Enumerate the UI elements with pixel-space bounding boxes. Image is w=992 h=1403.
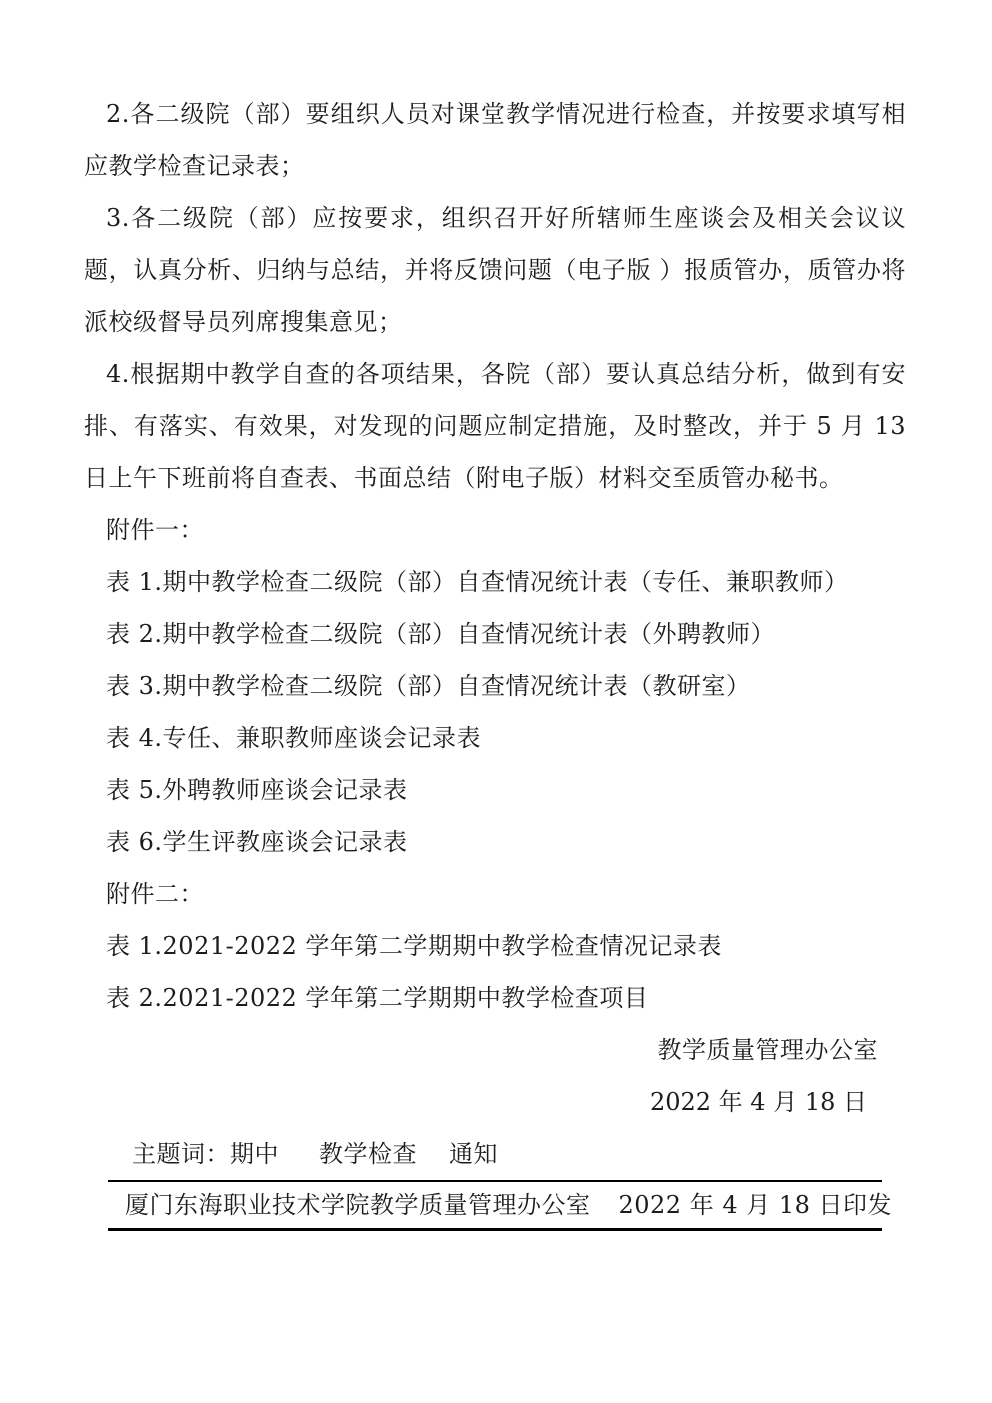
attachment1-table-6: 表 6.学生评教座谈会记录表 <box>106 828 408 856</box>
subject-keyword-notice: 通知 <box>449 1140 498 1168</box>
subject-keyword-midterm: 期中 <box>230 1140 279 1168</box>
subject-label: 主题词： <box>132 1140 230 1168</box>
attachment2-table-2: 表 2.2021-2022 学年第二学期期中教学检查项目 <box>106 984 649 1012</box>
attachment2-heading: 附件二： <box>106 880 204 908</box>
paragraph-item-4: 4.根据期中教学自查的各项结果，各院（部）要认真总结分析，做到有安排、有落实、有效果，对发现的问题应制定措施，及时整改，并于 5 月 13 日上午下班前将自查表、书面总结（附电子版）材料交至质管办秘书。 <box>84 360 906 492</box>
attachment1-table-5: 表 5.外聘教师座谈会记录表 <box>106 776 408 804</box>
footer-issue-date: 2022 年 4 月 18 日印发 <box>618 1191 893 1219</box>
paragraph-item-3: 3.各二级院（部）应按要求，组织召开好所辖师生座谈会及相关会议议题，认真分析、归纳与总结，并将反馈问题（电子版 ）报质管办，质管办将派校级督导员列席搜集意见； <box>84 204 906 336</box>
subject-keyword-teaching-check: 教学检查 <box>319 1140 417 1168</box>
subject-keywords-line <box>84 1128 906 1180</box>
signature-date: 2022 年 4 月 18 日 <box>649 1088 867 1116</box>
attachment1-table-3: 表 3.期中教学检查二级院（部）自查情况统计表（教研室） <box>106 672 751 700</box>
attachment1-heading: 附件一： <box>106 516 204 544</box>
footer-issuer: 厦门东海职业技术学院教学质量管理办公室 <box>125 1191 591 1219</box>
attachment1-table-2: 表 2.期中教学检查二级院（部）自查情况统计表（外聘教师） <box>106 620 776 648</box>
attachment2-table-1: 表 1.2021-2022 学年第二学期期中教学检查情况记录表 <box>106 932 722 960</box>
signature-organization: 教学质量管理办公室 <box>657 1036 878 1064</box>
attachment1-table-4: 表 4.专任、兼职教师座谈会记录表 <box>106 724 482 752</box>
print-issuance-footer <box>108 1180 893 1231</box>
paragraph-item-2: 2.各二级院（部）要组织人员对课堂教学情况进行检查，并按要求填写相应教学检查记录表； <box>84 100 906 180</box>
attachment1-table-1: 表 1.期中教学检查二级院（部）自查情况统计表（专任、兼职教师） <box>106 568 849 596</box>
